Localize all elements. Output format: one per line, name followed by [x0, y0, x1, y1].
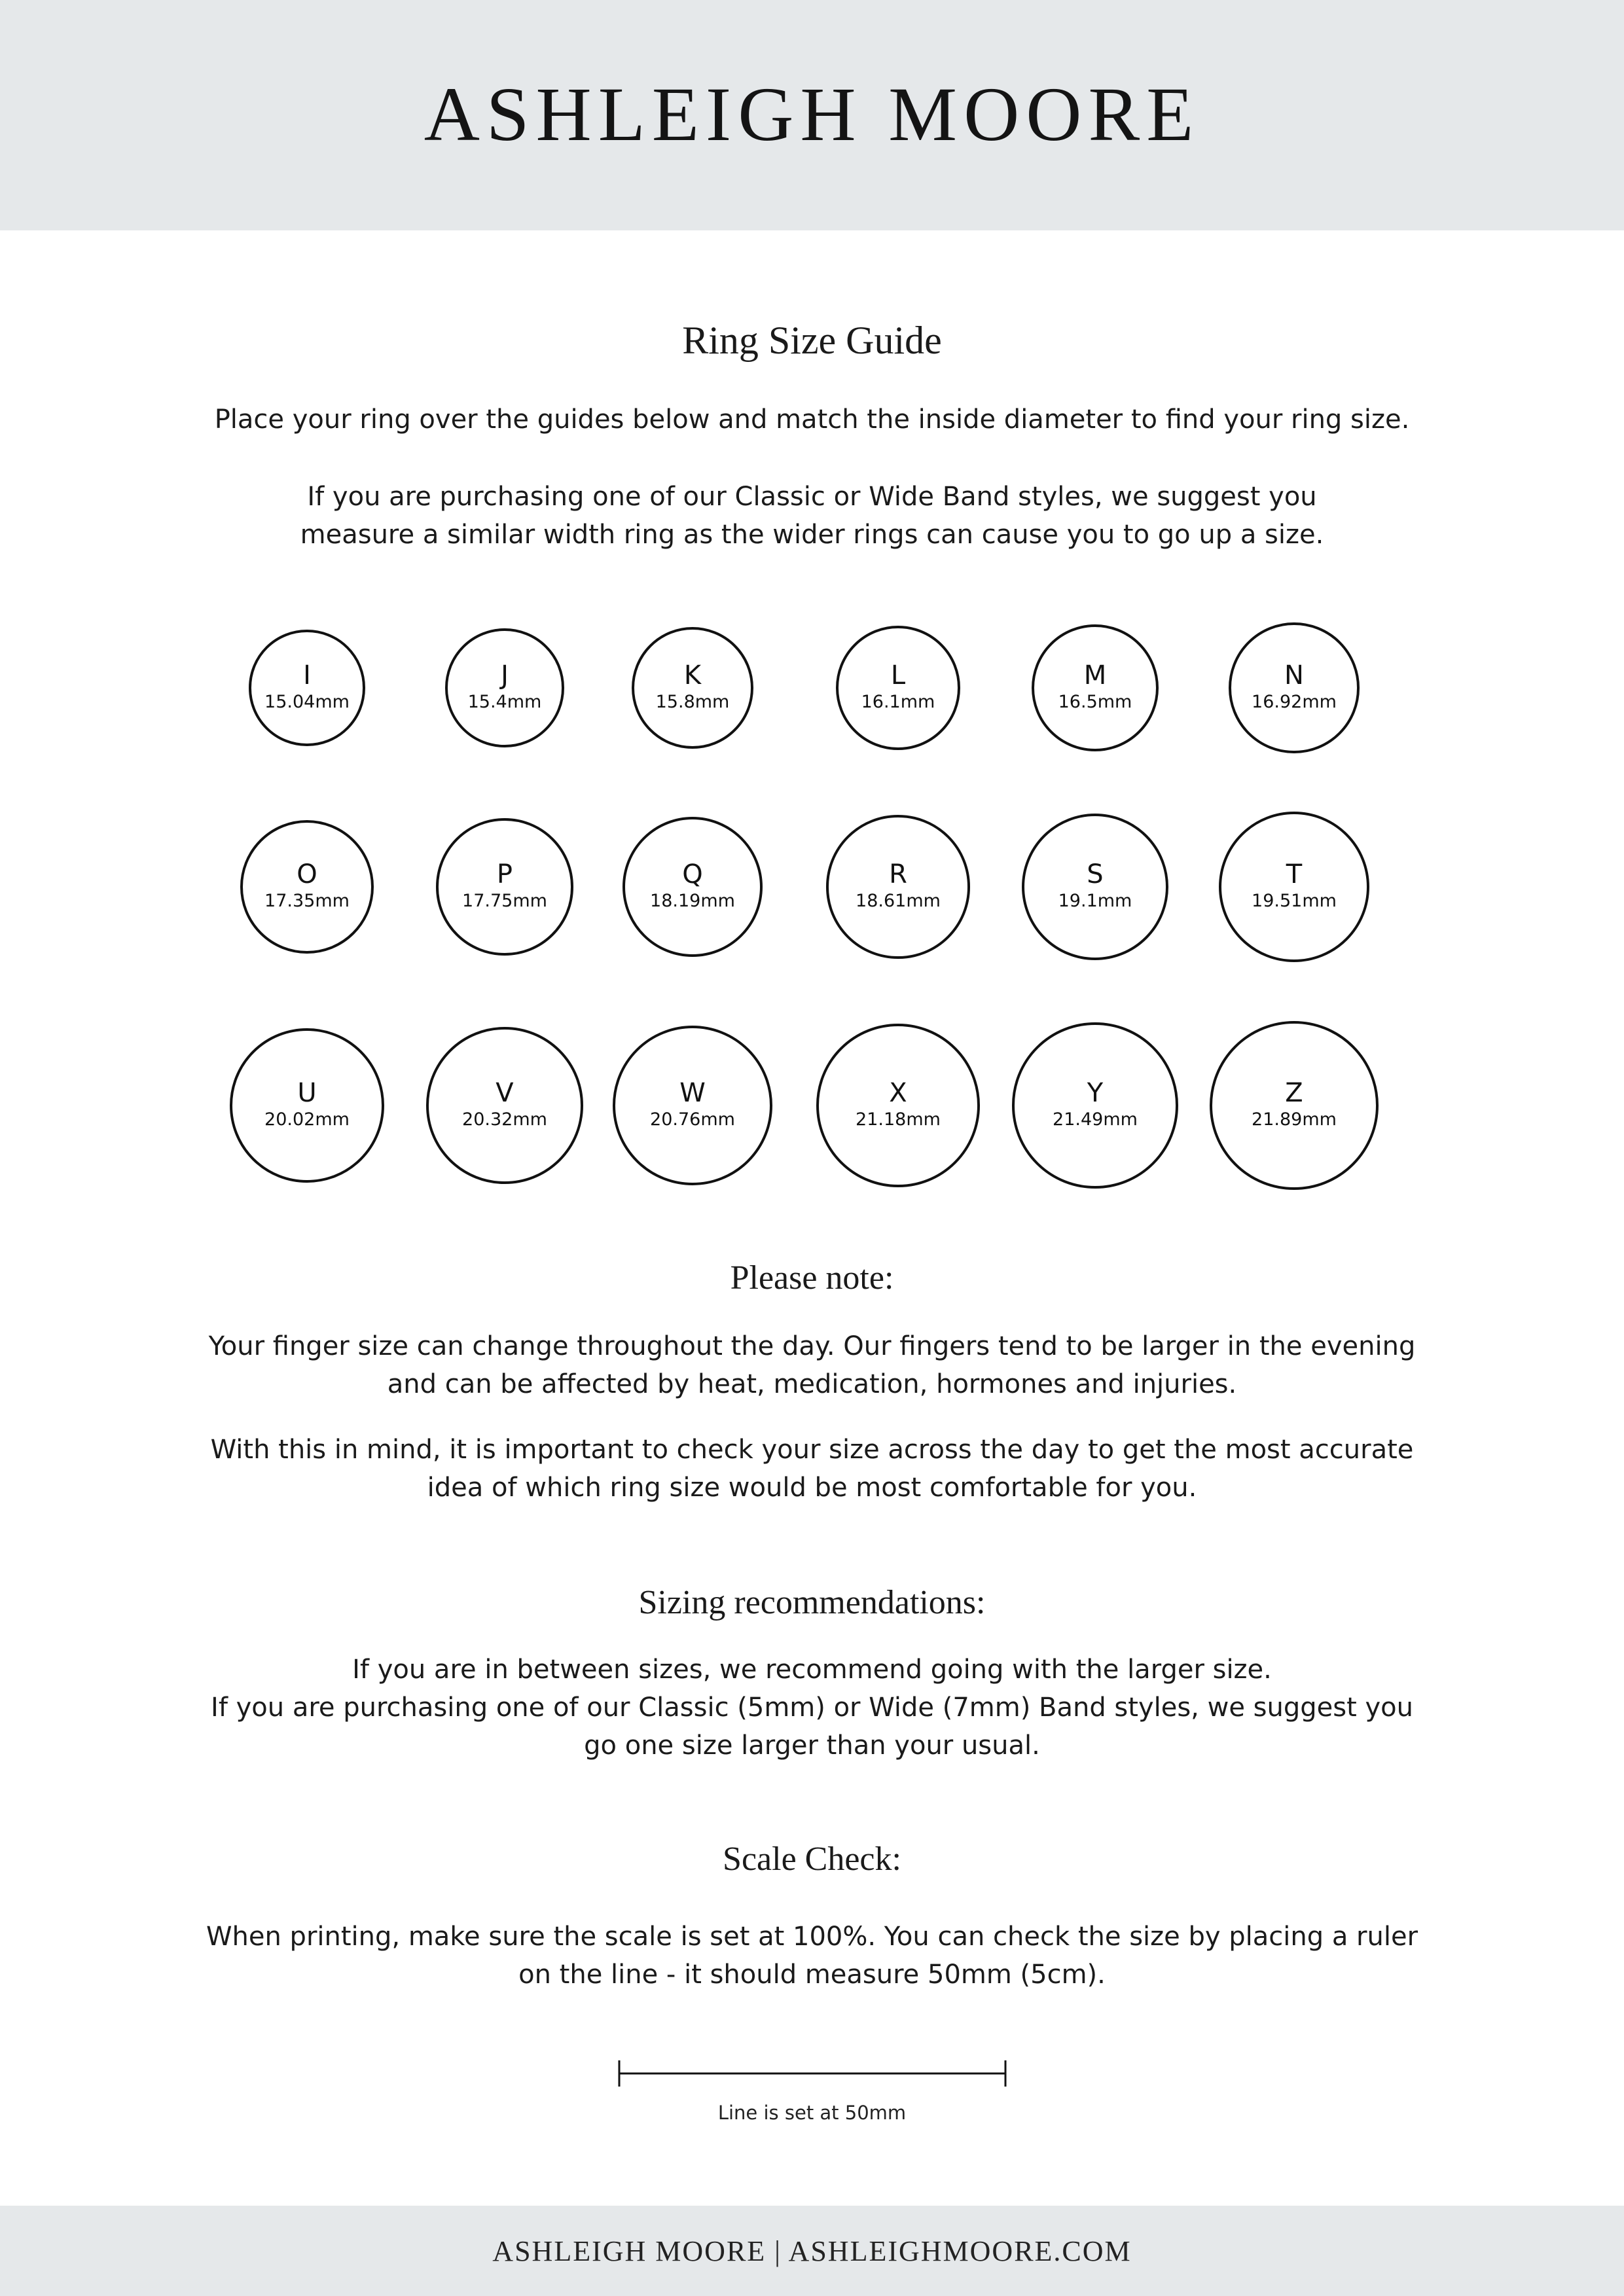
note-paragraph-1: Your finger size can change throughout the day. Our fingers tend to be larger in the evening and can be affected by heat, medication, hormones and injuries.	[208, 1331, 1416, 1399]
ring-size-o	[240, 820, 374, 954]
ring-size-diameter: 21.49mm	[1053, 1109, 1138, 1130]
sizing-paragraph-2: If you are purchasing one of our Classic (5mm) or Wide (7mm) Band styles, we suggest you go one size larger than your usual.	[211, 1693, 1413, 1761]
ring-size-y	[1012, 1022, 1178, 1188]
ring-size-diameter: 19.51mm	[1252, 890, 1337, 911]
ring-size-letter: O	[297, 859, 317, 889]
brand-logo-text: ASHLEIGH MOORE	[424, 71, 1200, 157]
ring-size-p	[436, 818, 573, 955]
ring-size-letter: K	[683, 660, 702, 691]
ring-size-diameter: 18.19mm	[650, 890, 735, 911]
ring-size-n	[1229, 622, 1359, 753]
ring-size-i	[249, 630, 365, 745]
ring-size-diameter: 17.75mm	[462, 890, 547, 911]
ring-size-letter: N	[1284, 660, 1304, 691]
ring-size-diameter: 15.8mm	[655, 691, 730, 712]
page-title: Ring Size Guide	[682, 319, 942, 362]
note-paragraph-2: With this in mind, it is important to check your size across the day to get the most accurate idea of which ring size would be most comfortable for you.	[210, 1435, 1414, 1503]
ring-size-v	[426, 1027, 583, 1183]
ring-size-letter: I	[303, 660, 311, 691]
ring-size-diameter: 20.32mm	[462, 1109, 547, 1130]
ring-size-w	[613, 1026, 773, 1186]
note-text	[196, 1327, 1428, 1507]
ring-size-k	[632, 627, 753, 749]
ring-size-letter: L	[890, 660, 906, 691]
ring-size-diameter: 21.89mm	[1252, 1109, 1337, 1130]
ring-size-letter: Y	[1087, 1077, 1104, 1108]
ring-size-diameter: 18.61mm	[856, 890, 941, 911]
ring-size-letter: R	[889, 859, 907, 889]
ring-size-letter: M	[1083, 660, 1107, 691]
intro-paragraph: Place your ring over the guides below and match the inside diameter to find your ring size.	[214, 404, 1410, 435]
ring-size-letter: X	[889, 1077, 907, 1108]
sizing-heading: Sizing recommendations:	[638, 1584, 986, 1621]
ring-size-q	[623, 817, 763, 957]
ring-size-letter: J	[501, 660, 509, 691]
ring-size-diameter: 20.02mm	[264, 1109, 350, 1130]
ring-size-letter: S	[1087, 859, 1104, 889]
ring-size-diameter: 17.35mm	[264, 890, 350, 911]
ring-size-u	[230, 1028, 384, 1183]
ring-size-diameter: 16.1mm	[861, 691, 935, 712]
note-heading: Please note:	[730, 1259, 894, 1297]
sizing-paragraph-1: If you are in between sizes, we recommend going with the larger size.	[352, 1655, 1272, 1685]
footer-text: ASHLEIGH MOORE | ASHLEIGHMOORE.COM	[492, 2235, 1132, 2267]
scale-heading: Scale Check:	[723, 1840, 901, 1878]
ring-size-diameter: 20.76mm	[650, 1109, 735, 1130]
scale-paragraph: When printing, make sure the scale is set at 100%. You can check the size by placing a ruler on the line - it should measure 50mm (5cm).	[206, 1922, 1418, 1990]
intro-text	[196, 401, 1428, 439]
ring-size-t	[1219, 812, 1369, 962]
ring-size-x	[816, 1024, 980, 1187]
ring-size-diameter: 15.04mm	[264, 691, 350, 712]
scale-ruler-line	[618, 2059, 1007, 2088]
ring-size-diameter: 16.92mm	[1252, 691, 1337, 712]
ring-size-letter: U	[297, 1077, 317, 1108]
ring-size-letter: Z	[1285, 1077, 1303, 1108]
ring-size-letter: V	[496, 1077, 514, 1108]
band-note-text	[249, 478, 1375, 554]
ring-size-letter: T	[1286, 859, 1303, 889]
ring-size-z	[1210, 1021, 1379, 1190]
ring-size-diameter: 16.5mm	[1058, 691, 1132, 712]
ring-size-letter: P	[496, 859, 513, 889]
ring-size-letter: W	[679, 1077, 706, 1108]
ring-size-j	[445, 628, 564, 747]
band-note-paragraph: If you are purchasing one of our Classic or Wide Band styles, we suggest you measure a similar width ring as the wider rings can cause you to go up a size.	[300, 482, 1324, 550]
ring-size-letter: Q	[682, 859, 703, 889]
scale-caption: Line is set at 50mm	[717, 2102, 907, 2124]
ring-size-diameter: 19.1mm	[1058, 890, 1132, 911]
ring-size-diameter: 21.18mm	[856, 1109, 941, 1130]
scale-text	[196, 1918, 1428, 1994]
ring-size-r	[826, 815, 969, 958]
sizing-text	[196, 1651, 1428, 1765]
ring-size-s	[1022, 814, 1169, 961]
ring-size-m	[1032, 624, 1159, 751]
ring-size-l	[836, 626, 960, 750]
ring-size-diameter: 15.4mm	[467, 691, 542, 712]
